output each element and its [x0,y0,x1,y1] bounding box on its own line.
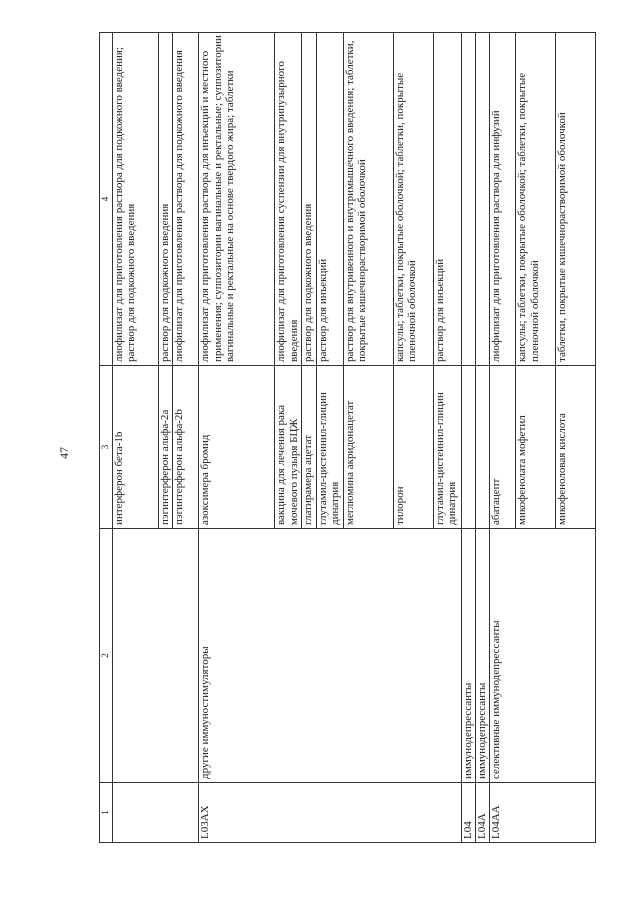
column-header-2: 2 [100,529,113,783]
forms-cell: лиофилизат для приготовления раствора для инъекций и местного применения; суппозитории вагинальные и ректальные; суппозитории вагинальные и ректальные на основе твердого жира; таблетки [199,33,275,366]
table-row [343,33,393,843]
code-cell [393,783,433,843]
group-cell [275,529,302,783]
page-number: 47 [57,447,71,459]
table-row [516,33,556,843]
drug-cell [476,366,490,529]
group-cell [393,529,433,783]
drug-cell [461,366,475,529]
forms-cell [461,33,475,366]
table-row [302,33,316,843]
rotated-page [99,33,567,843]
drug-cell: глатирамера ацетат [302,366,316,529]
table-row [316,33,343,843]
table-row [476,33,490,843]
group-cell [173,529,199,783]
group-cell [159,529,173,783]
group-cell [302,529,316,783]
code-cell [516,783,556,843]
forms-cell: лиофилизат для приготовления раствора для подкожного введения; раствор для подкожного введения [113,33,159,366]
table-row [173,33,199,843]
column-header-1: 1 [100,783,113,843]
code-cell [343,783,393,843]
group-cell: другие иммуностимуляторы [199,529,275,783]
drug-cell: глутамил-цистеинил-глицин динатрия [433,366,461,529]
code-cell [159,783,173,843]
forms-cell: раствор для инъекций [316,33,343,366]
table-row [199,33,275,843]
code-cell [113,783,159,843]
drug-cell: интерферон бета-1b [113,366,159,529]
group-cell [516,529,556,783]
code-cell [275,783,302,843]
group-cell: иммунодепрессанты [476,529,490,783]
group-cell [316,529,343,783]
drug-cell: азоксимера бромид [199,366,275,529]
header-row [100,33,113,843]
drug-cell: микофенолата мофетил [516,366,556,529]
drug-cell: вакцина для лечения рака мочевого пузыря БЦЖ [275,366,302,529]
code-cell [302,783,316,843]
code-cell: L04 [461,783,475,843]
drug-cell: пэгинтерферон альфа-2a [159,366,173,529]
table-row [490,33,516,843]
code-cell: L03AX [199,783,275,843]
table-row [433,33,461,843]
code-cell [433,783,461,843]
forms-cell: лиофилизат для приготовления суспензии для внутрипузырного введения [275,33,302,366]
drug-cell: глутамил-цистеинил-глицин динатрия [316,366,343,529]
table-row [556,33,596,843]
forms-cell: раствор для внутривенного и внутримышечного введения; таблетки, покрытые кишечнорастворимой оболочкой [343,33,393,366]
drug-cell: тилорон [393,366,433,529]
group-cell: иммунодепрессанты [461,529,475,783]
code-cell [316,783,343,843]
forms-cell: таблетки, покрытые кишечнорастворимой оболочкой [556,33,596,366]
drug-cell: абатацепт [490,366,516,529]
drug-table [99,32,596,843]
forms-cell: лиофилизат для приготовления раствора для подкожного введения [173,33,199,366]
code-cell [173,783,199,843]
forms-cell: раствор для подкожного введения [302,33,316,366]
forms-cell: капсулы; таблетки, покрытые оболочкой; таблетки, покрытые пленочной оболочкой [516,33,556,366]
group-cell [433,529,461,783]
table-row [275,33,302,843]
drug-cell: микофеноловая кислота [556,366,596,529]
group-cell [113,529,159,783]
group-cell [343,529,393,783]
group-cell [556,529,596,783]
code-cell: L04AA [490,783,516,843]
code-cell: L04A [476,783,490,843]
forms-cell: лиофилизат для приготовления раствора для инфузий [490,33,516,366]
drug-cell: меглюмина акридонацетат [343,366,393,529]
forms-cell: раствор для подкожного введения [159,33,173,366]
forms-cell: раствор для инъекций [433,33,461,366]
code-cell [556,783,596,843]
group-cell: селективные иммунодепрессанты [490,529,516,783]
table-row [393,33,433,843]
table-row [159,33,173,843]
table-row [113,33,159,843]
column-header-4: 4 [100,33,113,366]
column-header-3: 3 [100,366,113,529]
forms-cell [476,33,490,366]
table-row [461,33,475,843]
forms-cell: капсулы; таблетки, покрытые оболочкой; таблетки, покрытые пленочной оболочкой [393,33,433,366]
drug-cell: пэгинтерферон альфа-2b [173,366,199,529]
